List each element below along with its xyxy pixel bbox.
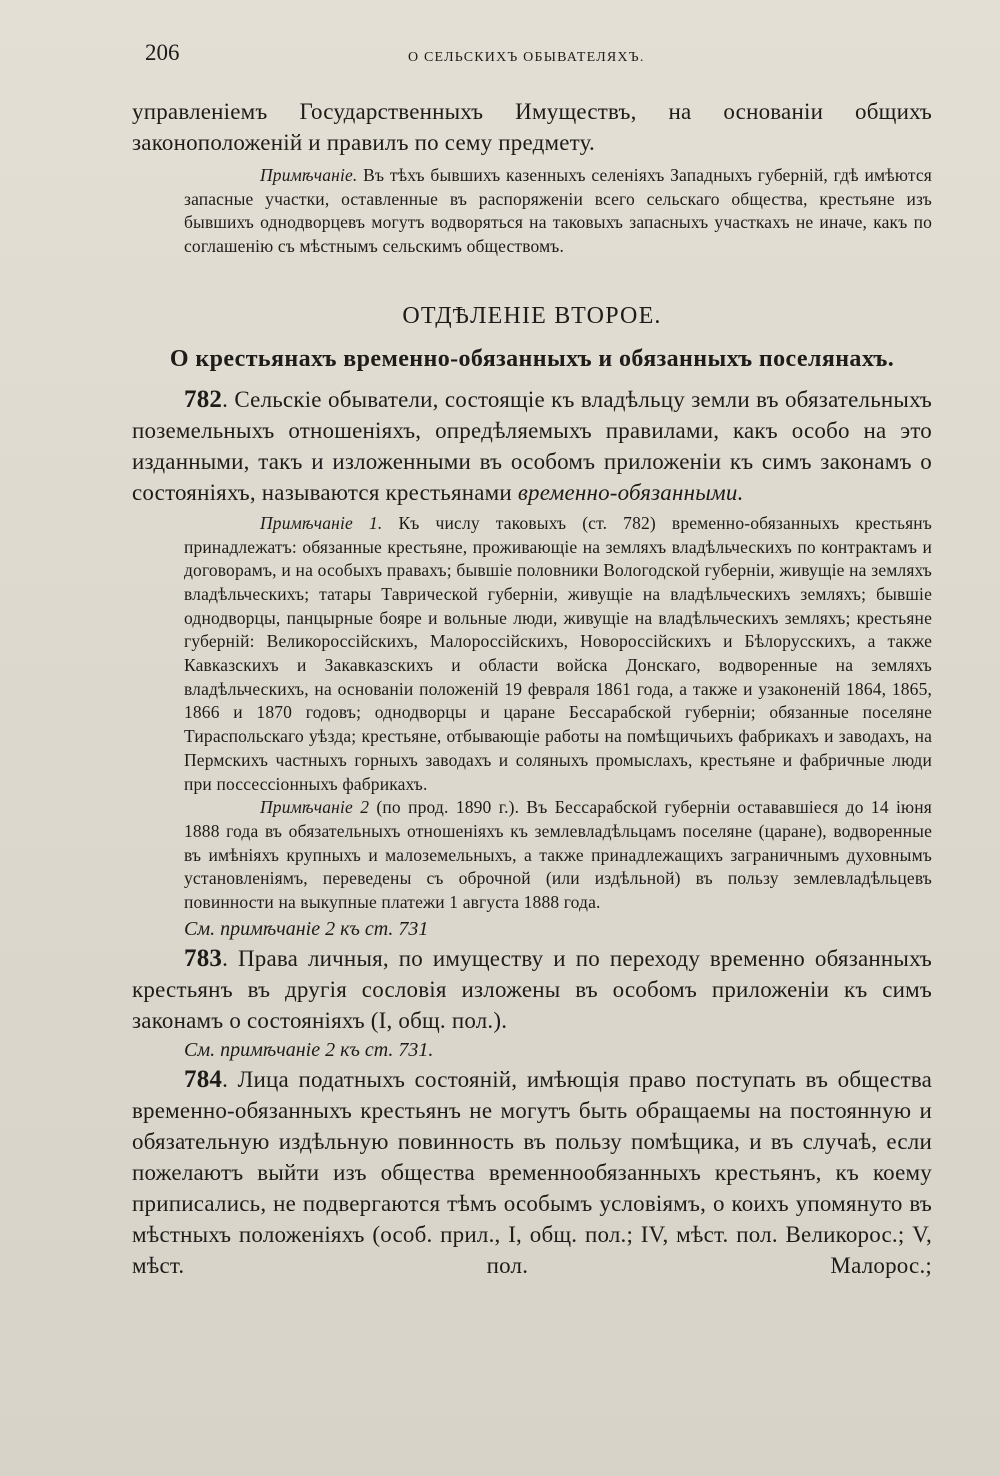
article-number: 783 [184,944,223,972]
note-label: Примѣчаніе 1. [260,512,383,533]
note-label: Примѣчаніе 2 [260,797,370,818]
article-782-reference: См. примѣчаніе 2 къ ст. 731 [184,917,429,940]
page-number: 206 [145,40,180,65]
page-header [0,0,1000,80]
note-text: Къ числу таковыхъ (ст. 782) временно-обязанныхъ крестьянъ принадлежатъ: обязанные крестьяне, проживающіе на земляхъ владѣльческихъ по контрактамъ и договорамъ, и на особыхъ правахъ; бывшіе половники Вологодской губерніи, живущіе на земляхъ владѣльческихъ; татары Таврической губерніи, живущіе на владѣльческихъ земляхъ; бывшіе однодворцы, панцырные бояре и вольные люди, живущіе на владѣльческихъ земляхъ; крестьяне губерній: Великороссійскихъ, Малороссійскихъ, Новороссійскихъ и Бѣлорусскихъ, а также Кавказскихъ и Закавказскихъ и области войска Донскаго, водворенные на земляхъ владѣльческихъ, на основаніи положеній 19 февраля 1861 года, а также и узаконеній 1864, 1865, 1866 и 1870 годовъ; однодворцы и царане Бессарабской губерніи; обязанные поселяне Тираспольскаго уѣзда; крестьяне, отбывающіе работы на помѣщичьихъ фабрикахъ и заводахъ, на Пермскихъ частныхъ горныхъ заводахъ и соляныхъ промыслахъ, крестьяне и фабричные люди при поссессіонныхъ фабрикахъ. [184,512,933,794]
article-784 [132,1064,932,1281]
note-label: Примѣчаніе. [260,165,358,185]
article-italic-term: временно-обязанными. [517,479,744,505]
note-text: Въ тѣхъ бывшихъ казенныхъ селеніяхъ Западныхъ губерній, гдѣ имѣются запасные участки, оставленные въ распоряженіи всего сельскаго общества, крестьяне изъ бывшихъ однодворцевъ могутъ водворяться на таковыхъ запасныхъ участкахъ не иначе, какъ по соглашенію съ мѣстнымъ сельскимъ обществомъ. [184,165,932,257]
intro-note [132,164,932,259]
running-title: О СЕЛЬСКИХЪ ОБЫВАТЕЛЯХЪ. [408,50,645,65]
article-782-note-2 [132,796,932,915]
article-number: 782 [184,385,223,413]
intro-text: управленіемъ Государственныхъ Имуществъ, на основаніи общихъ законоположеній и правилъ по сему предмету. [132,99,932,155]
note-text: (по прод. 1890 г.). Въ Бессарабской губерніи остававшіеся до 14 іюня 1888 года въ обязательныхъ отношеніяхъ къ землевладѣльцамъ поселяне (царане), водворенные въ имѣніяхъ крупныхъ и малоземельныхъ, а также принадлежащихъ заграничнымъ духовнымъ установленіямъ, переведены съ оброчной (или издѣльной) въ пользу землевладѣльцевъ повинности на выкупные платежи 1 августа 1888 года. [184,797,932,913]
article-783 [132,943,932,1036]
article-text: . Сельскіе обыватели, состоящіе къ владѣльцу земли въ обязательныхъ поземельныхъ отношеніяхъ, опредѣляемыхъ правилами, какъ особо на это изданными, такъ и изложенными въ особомъ приложеніи къ симъ законамъ о состояніяхъ, называются крестьянами [132,386,932,505]
section-subtitle: О крестьянахъ временно-обязанныхъ и обязанныхъ поселянахъ. [169,345,895,372]
article-783-reference: См. примѣчаніе 2 къ ст. 731. [184,1038,434,1061]
section-title: ОТДѢЛЕНІЕ ВТОРОЕ. [402,302,662,329]
intro-paragraph [132,96,932,158]
article-782-note-1 [132,512,932,796]
article-text: . Права личныя, по имуществу и по переходу временно обязанныхъ крестьянъ въ другія сословія изложены въ особомъ приложеніи къ симъ законамъ о состояніяхъ (I, общ. пол.). [132,945,932,1033]
article-782 [132,384,932,508]
article-number: 784 [184,1065,223,1093]
article-text: . Лица податныхъ состояній, имѣющія право поступать въ общества временно-обязанныхъ крестьянъ не могутъ быть обращаемы на постоянную и обязательную издѣльную повинность въ пользу помѣщика, и въ случаѣ, если пожелаютъ выйти изъ общества временнообязанныхъ крестьянъ, къ коему приписались, не подвергаются тѣмъ особымъ условіямъ, о коихъ упомянуто въ мѣстныхъ положеніяхъ (особ. прил., I, общ. пол.; IV, мѣст. пол. Великорос.; V, мѣст. пол. Малорос.; [132,1066,932,1278]
page-content [132,96,932,1281]
